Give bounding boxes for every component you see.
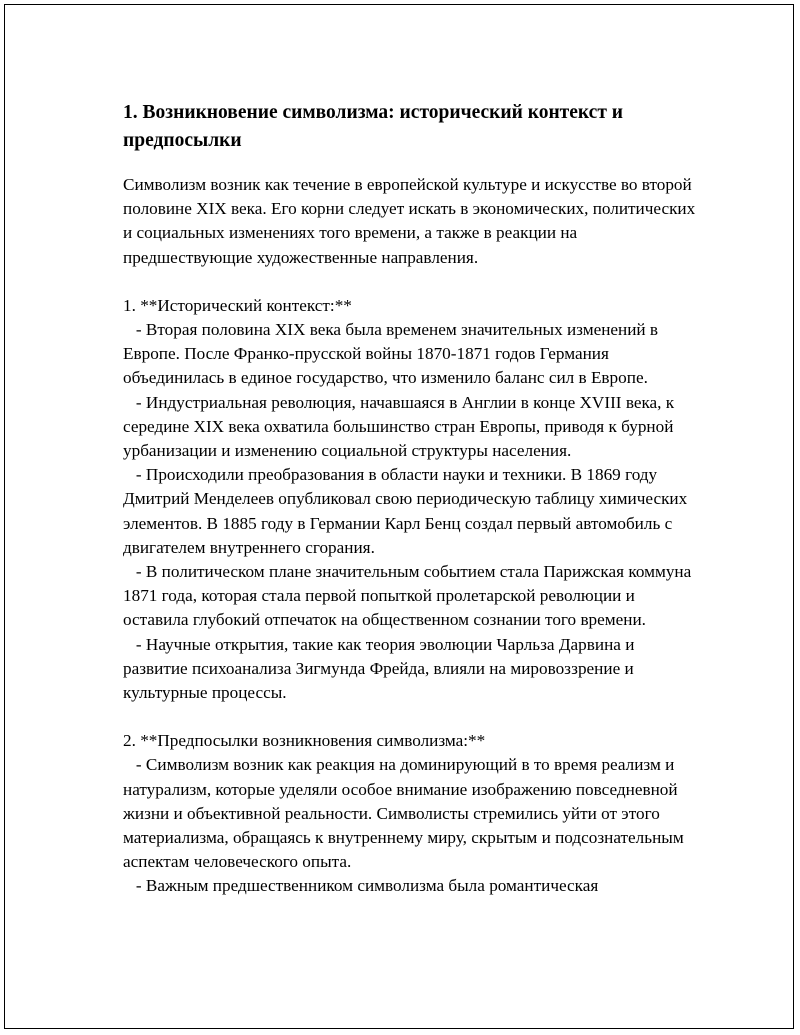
section-1-item: - Вторая половина XIX века была временем значительных изменений в Европе. После Франко-прусской войны 1870-1871 годов Германия объединилась в единое государство, что изменило баланс сил в Европе.: [123, 320, 663, 388]
section-1-heading: 1. **Исторический контекст:**: [123, 295, 352, 315]
section-2-item: - Важным предшественником символизма была романтическая: [123, 876, 599, 896]
document-title: 1. Возникновение символизма: исторический контекст и предпосылки: [123, 102, 624, 151]
section-2-heading: 2. **Предпосылки возникновения символизма:**: [123, 731, 486, 751]
section-1-item: - Происходили преобразования в области науки и техники. В 1869 году Дмитрий Менделеев опубликовал свою периодическую таблицу химических элементов. В 1885 году в Германии Карл Бенц создал первый автомобиль с двигателем внутреннего сгорания.: [123, 465, 692, 557]
section-1-item: - Индустриальная революция, начавшаяся в Англии в конце XVIII века, к середине XIX века охватила большинство стран Европы, приводя к бурной урбанизации и изменению социальной структуры населения.: [123, 392, 679, 461]
section-1-item: - В политическом плане значительным событием стала Парижская коммуна 1871 года, которая стала первой попыткой пролетарской революции и оставила глубокий отпечаток на общественном сознании того времени.: [123, 562, 696, 630]
document-page: [4, 4, 794, 1029]
section-spacer: [123, 705, 698, 729]
section-1-item: - Научные открытия, такие как теория эволюции Чарльза Дарвина и развитие психоанализа Зигмунда Фрейда, влияли на мировоззрение и культурные процессы.: [123, 634, 639, 703]
section-2-item: - Символизм возник как реакция на доминирующий в то время реализм и натурализм, которые уделяли особое внимание изображению повседневной жизни и объективной реальности. Символисты стремились уйти от этого материализма, обращаясь к внутреннему миру, скрытым и подсознательным аспектам человеческого опыта.: [123, 755, 689, 872]
document-content: [123, 99, 698, 899]
intro-paragraph: Символизм возник как течение в европейской культуре и искусстве во второй половине XIX века. Его корни следует искать в экономических, политических и социальных изменениях того времени, а также в реакции на предшествующие художественные направления.: [123, 175, 696, 267]
